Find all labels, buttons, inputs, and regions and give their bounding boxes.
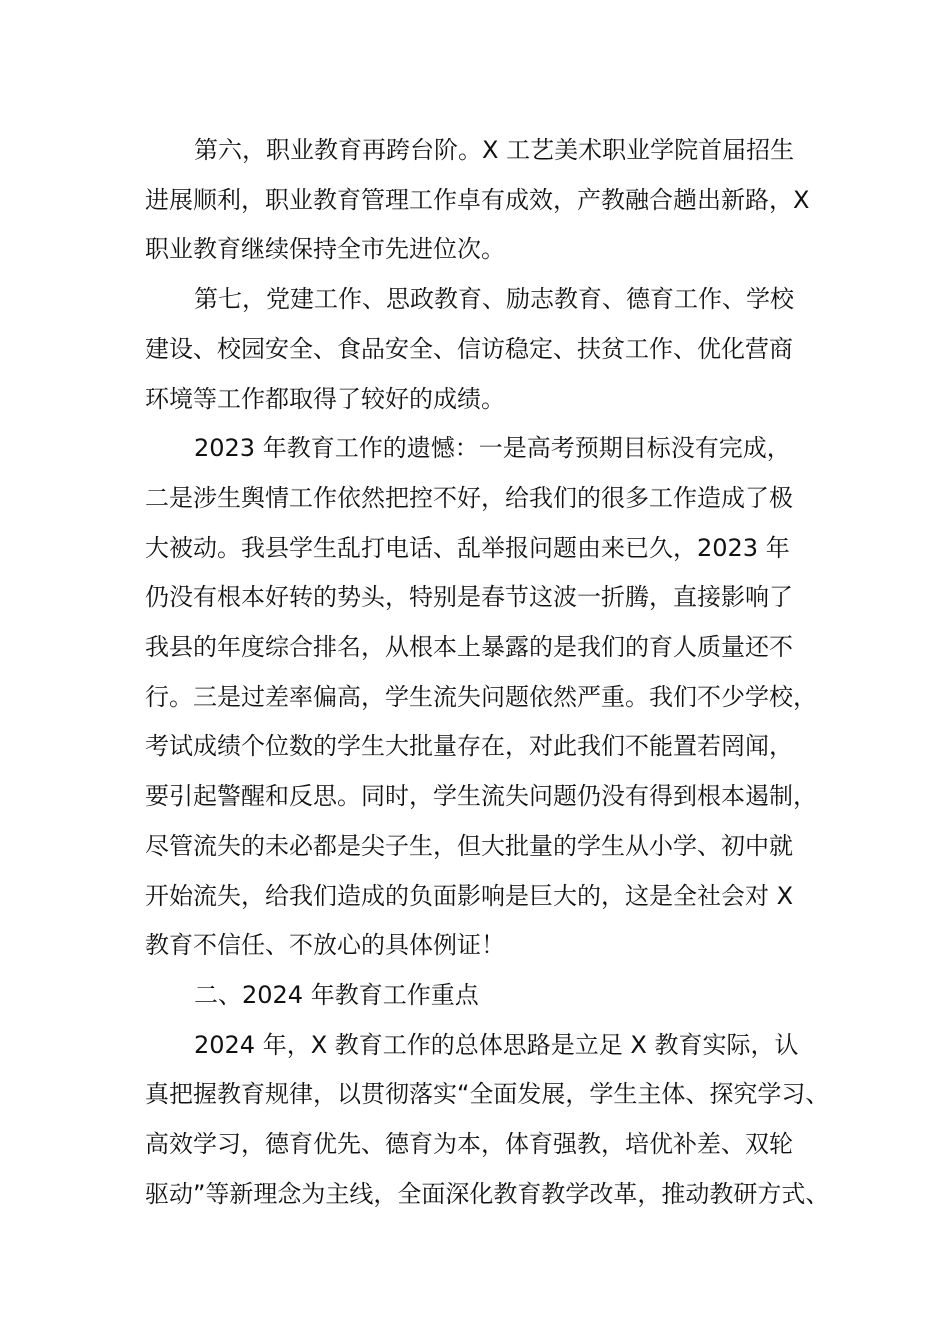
document-body (145, 126, 830, 1219)
text-line: 尽管流失的未必都是尖子生，但大批量的学生从小学、初中就 (145, 831, 793, 860)
text-line: 2024 年，X 教育工作的总体思路是立足 X 教育实际，认 (194, 1030, 799, 1059)
text-line: 高效学习，德育优先、德育为本，体育强教，培优补差、双轮 (145, 1130, 793, 1159)
text-line: 驱动”等新理念为主线，全面深化教育教学改革，推动教研方式、 (145, 1179, 830, 1208)
text-line: 行。三是过差率偏高，学生流失问题依然严重。我们不少学校， (145, 682, 817, 711)
text-line: 要引起警醒和反思。同时，学生流失问题仍没有得到根本遏制， (145, 782, 817, 811)
text-line: 第七，党建工作、思政教育、励志教育、德育工作、学校 (194, 285, 794, 314)
text-line: 教育不信任、不放心的具体例证！ (145, 931, 505, 960)
text-line: 第六，职业教育再跨台阶。X 工艺美术职业学院首届招生 (194, 136, 795, 164)
paragraph-2023-regrets (145, 424, 817, 971)
paragraph-2024-plan (145, 1021, 830, 1220)
section-heading-2024-priorities (145, 971, 817, 1021)
text-line: 职业教育继续保持全市先进位次。 (145, 235, 505, 264)
text-line: 大被动。我县学生乱打电话、乱举报问题由来已久，2023 年 (145, 533, 790, 562)
text-line: 真把握教育规律，以贯彻落实“全面发展，学生主体、探究学习、 (145, 1080, 830, 1109)
text-line: 进展顺利，职业教育管理工作卓有成效，产教融合趟出新路，X (145, 185, 810, 214)
paragraph-vocational-education (145, 126, 817, 275)
heading-line: 二、2024 年教育工作重点 (194, 980, 479, 1009)
text-line: 二是涉生舆情工作依然把控不好，给我们的很多工作造成了极 (145, 483, 793, 512)
text-line: 考试成绩个位数的学生大批量存在，对此我们不能置若罔闻， (145, 732, 793, 761)
text-line: 开始流失，给我们造成的负面影响是巨大的，这是全社会对 X (145, 881, 794, 910)
text-line: 仍没有根本好转的势头，特别是春节这波一折腾，直接影响了 (145, 583, 793, 612)
text-line: 2023 年教育工作的遗憾：一是高考预期目标没有完成， (194, 434, 791, 463)
text-line: 我县的年度综合排名，从根本上暴露的是我们的育人质量还不 (145, 633, 793, 662)
text-line: 环境等工作都取得了较好的成绩。 (145, 384, 505, 413)
paragraph-party-building (145, 275, 817, 424)
text-line: 建设、校园安全、食品安全、信访稳定、扶贫工作、优化营商 (145, 334, 793, 363)
